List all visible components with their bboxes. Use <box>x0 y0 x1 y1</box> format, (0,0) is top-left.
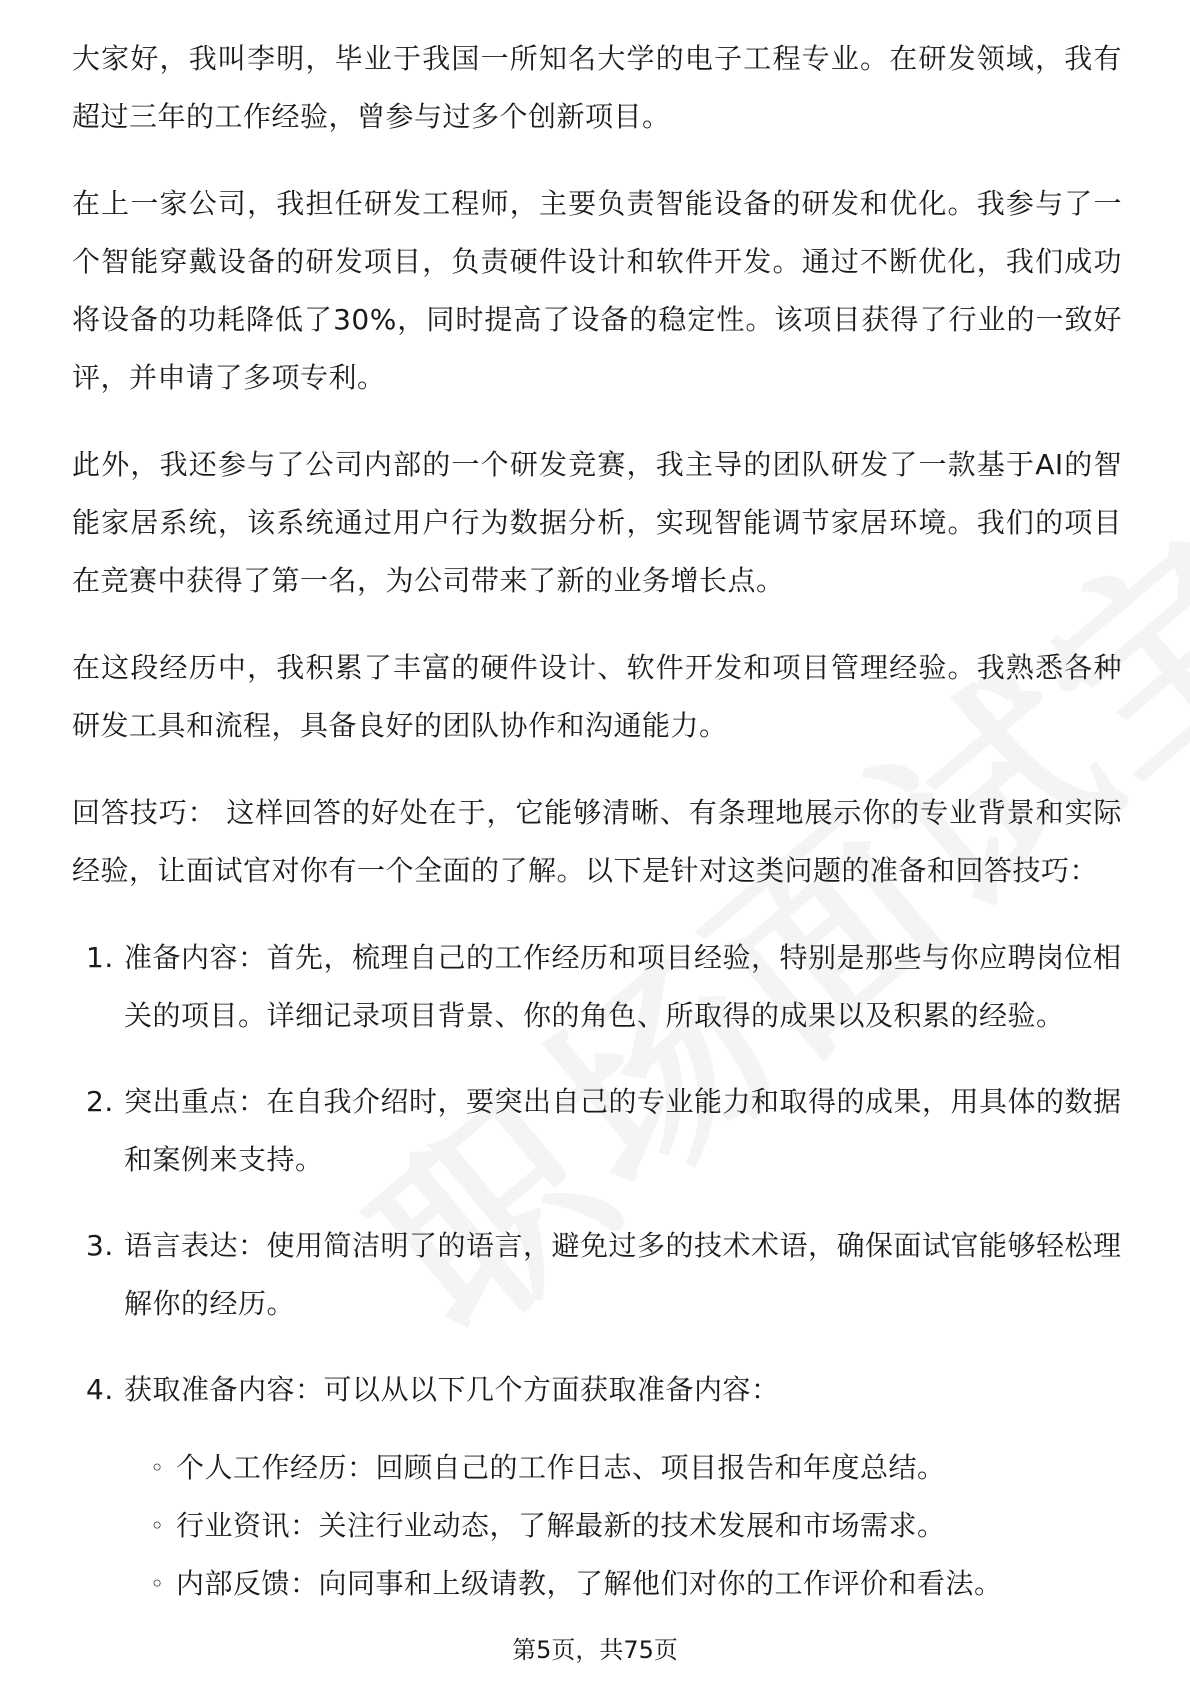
list-number: 2. <box>86 1085 114 1118</box>
list-item <box>72 1361 1122 1613</box>
sub-list-item <box>124 1555 1122 1613</box>
list-number: 3. <box>86 1229 114 1262</box>
sub-list-item <box>124 1497 1122 1555</box>
list-item-text: 突出重点：在自我介绍时，要突出自己的专业能力和取得的成果，用具体的数据和案例来支持。 <box>124 1085 1122 1176</box>
page-number-footer: 第5页，共75页 <box>512 1636 678 1664</box>
list-number: 1. <box>86 941 114 974</box>
paragraph-experience: 在这段经历中，我积累了丰富的硬件设计、软件开发和项目管理经验。我熟悉各种研发工具和流程，具备良好的团队协作和沟通能力。 <box>72 651 1122 742</box>
bullet-icon: ◦ <box>150 1454 165 1482</box>
tips-list <box>72 929 1122 1613</box>
paragraph-competition: 此外，我还参与了公司内部的一个研发竞赛，我主导的团队研发了一款基于AI的智能家居系统，该系统通过用户行为数据分析，实现智能调节家居环境。我们的项目在竞赛中获得了第一名，为公司带来了新的业务增长点。 <box>72 448 1122 597</box>
bullet-icon: ◦ <box>150 1512 165 1540</box>
list-item-text: 语言表达：使用简洁明了的语言，避免过多的技术术语，确保面试官能够轻松理解你的经历。 <box>124 1229 1122 1320</box>
document-body <box>72 30 1122 1641</box>
list-number: 4. <box>86 1373 114 1406</box>
paragraph-answer-tips: 回答技巧： 这样回答的好处在于，它能够清晰、有条理地展示你的专业背景和实际经验，让面试官对你有一个全面的了解。以下是针对这类问题的准备和回答技巧： <box>72 796 1122 887</box>
paragraph-intro: 大家好，我叫李明，毕业于我国一所知名大学的电子工程专业。在研发领域，我有超过三年的工作经验，曾参与过多个创新项目。 <box>72 42 1122 133</box>
sub-list-item-text: 内部反馈：向同事和上级请教，了解他们对你的工作评价和看法。 <box>176 1567 1003 1600</box>
sub-list-item-text: 行业资讯：关注行业动态，了解最新的技术发展和市场需求。 <box>176 1509 946 1542</box>
list-item-text: 获取准备内容：可以从以下几个方面获取准备内容： <box>124 1373 780 1406</box>
list-item <box>72 1217 1122 1333</box>
paragraph-previous-job: 在上一家公司，我担任研发工程师，主要负责智能设备的研发和优化。我参与了一个智能穿戴设备的研发项目，负责硬件设计和软件开发。通过不断优化，我们成功将设备的功耗降低了30%，同时提高了设备的稳定性。该项目获得了行业的一致好评，并申请了多项专利。 <box>72 187 1122 394</box>
sub-list <box>124 1439 1122 1613</box>
list-item <box>72 1073 1122 1189</box>
list-item-text: 准备内容：首先，梳理自己的工作经历和项目经验，特别是那些与你应聘岗位相关的项目。详细记录项目背景、你的角色、所取得的成果以及积累的经验。 <box>124 941 1122 1032</box>
bullet-icon: ◦ <box>150 1570 165 1598</box>
list-item <box>72 929 1122 1045</box>
sub-list-item <box>124 1439 1122 1497</box>
sub-list-item-text: 个人工作经历：回顾自己的工作日志、项目报告和年度总结。 <box>176 1451 946 1484</box>
